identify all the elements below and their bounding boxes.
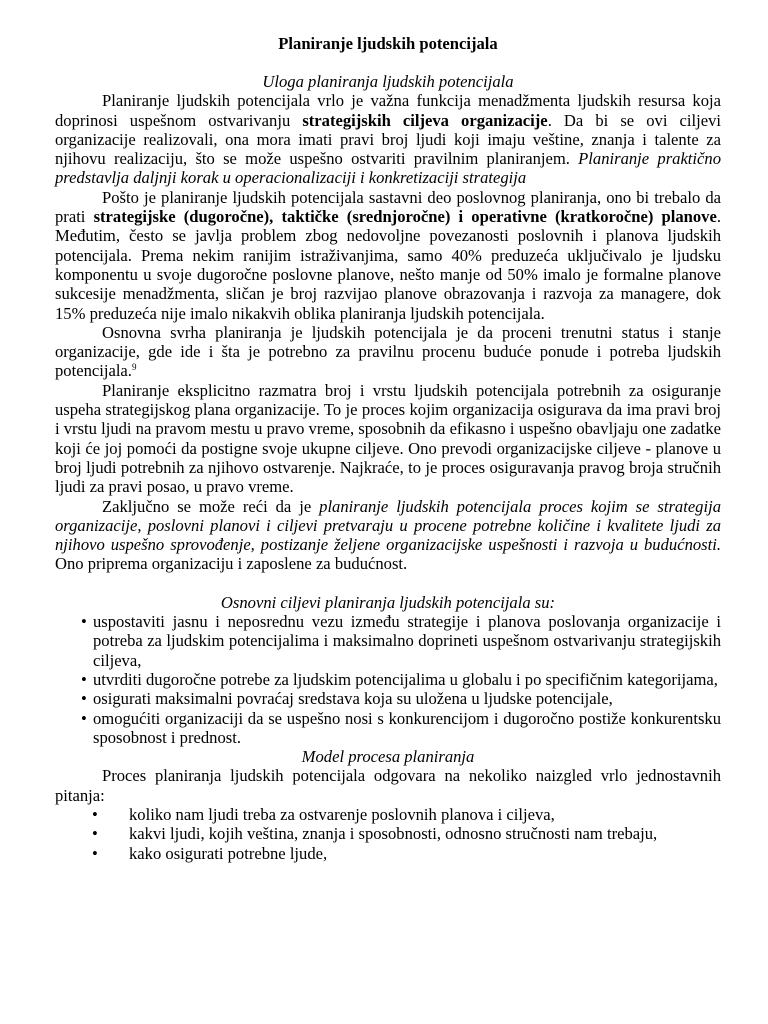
section-heading-model: Model procesa planiranja (301, 747, 475, 767)
list-item-text: kakvi ljudi, kojih veština, znanja i sposobnosti, odnosno stručnosti nam trebaju, (129, 824, 658, 844)
paragraph-4: Planiranje eksplicitno razmatra broj i vrstu ljudskih potencijala potrebnih za osiguranje uspeha strategijskog plana organizacije. To je proces kojim organizacija osigurava da ima pravi broj i vrstu ljudi na pravom mestu u pravo vreme, sposobnih da efikasno i uspešno obavljaju one zadatke koji će joj pomoći da postigne svoje ukupne ciljeve. Ono prevodi organizacijske ciljeve - planove u broj ljudi potrebnih za njihovo ostvarenje. Najkraće, to je proces osiguravanja pravog broja stručnih ljudi za pravi posao, u pravo vreme. (55, 380, 721, 497)
spacer (55, 574, 721, 593)
p2-text-c: . Međutim, često se javlja problem zbog nedovoljne povezanosti poslovnih i planova ljudskih potencijala. Prema nekim ranijim istraživanjima, samo 40% preduzeća uključivalo je ljudsku komponentu u svoje dugoročne poslovne planove, nešto manje od 50% imalo je formalne planove sukcesije menadžmenta, sličan je broj razvijao planove obrazovanja i razvoja za managere, dok 15% preduzeća nije imalo nikakvih oblika planiranja ljudskih potencijala. (55, 207, 721, 323)
list-item-text: kako osigurati potrebne ljude, (129, 843, 328, 863)
list-item (92, 824, 721, 843)
bullet-icon: • (92, 824, 98, 844)
paragraph-1 (55, 91, 721, 187)
footnote-ref: 9 (131, 362, 137, 373)
bullet-icon: • (81, 612, 87, 632)
p5-text-a: Zaključno se može reći da je (102, 496, 320, 516)
bullet-icon: • (81, 669, 87, 689)
paragraph-2 (55, 188, 721, 323)
paragraph-model-intro: Proces planiranja ljudskih potencijala odgovara na nekoliko naizgled vrlo jednostavnih pitanja: (55, 766, 721, 805)
list-item-text: koliko nam ljudi treba za ostvarenje poslovnih planova i ciljeva, (129, 804, 555, 824)
bullet-icon: • (81, 708, 87, 728)
bullet-icon: • (81, 689, 87, 709)
p1-text-a: Planiranje ljudskih potencijala vrlo je važna funkcija menadžmenta ljudskih resursa koja doprinosi uspešnom ostvarivanju (55, 91, 721, 130)
list-item-text: uspostaviti jasnu i neposrednu vezu između strategije i planova poslovanja organizacije i potreba za ljudskim potencijalima i maksimalno doprineti uspešnom ostvarivanju strategijskih ciljeva, (93, 612, 721, 670)
paragraph-3 (55, 323, 721, 381)
p5-italic-conclusion: planiranje ljudskih potencijala proces kojim se strategija organizacije, poslovni planovi i ciljevi pretvaraju u procene potrebne količine i kvalitete ljudi za njihovo uspešno sprovođenje, postizanje željene organizacijske uspešnosti i razvoja u budućnosti. (55, 496, 721, 555)
list-item-text: utvrditi dugoročne potrebe za ljudskim potencijalima u globalu i po specifičnim kategorijama, (93, 669, 718, 689)
list-item (81, 612, 721, 670)
bullet-icon: • (92, 843, 98, 863)
p1-italic-definition: Planiranje praktično predstavlja daljnji korak u operacionalizaciji i konkretizaciji strategija (55, 149, 721, 188)
goals-list (55, 612, 721, 747)
section-heading-role: Uloga planiranja ljudskih potencijala (262, 72, 514, 91)
p1-text-c: . Da bi se ovi ciljevi organizacije realizovali, ona mora imati pravi broj ljudi koji imaju veštine, znanja i talente za njihovu realizaciju, što se može uspešno ostvariti pravilnim planiranjem. (55, 110, 721, 169)
section-heading-goals: Osnovni ciljevi planiranja ljudskih potencijala su: (220, 592, 556, 612)
p5-text-c: Ono priprema organizaciju i zaposlene za budućnost. (55, 554, 408, 574)
list-item-text: osigurati maksimalni povraćaj sredstava koja su uložena u ljudske potencijale, (93, 689, 613, 709)
paragraph-5 (55, 497, 721, 574)
questions-list (55, 805, 721, 863)
p3-text: Osnovna svrha planiranja je ljudskih potencijala je da proceni trenutni status i stanje organizacije, gde ide i šta je potrebno za pravilnu procenu buduće ponude i potreba ljudskih potencijala. (55, 322, 721, 381)
list-item (81, 670, 721, 689)
list-item-text: omogućiti organizaciji da se uspešno nosi s konkurencijom i dugoročno postiže konkurentsku sposobnost i prednost. (93, 708, 721, 747)
p2-text-a: Pošto je planiranje ljudskih potencijala sastavni deo poslovnog planiranja, ono bi trebalo da prati (55, 187, 721, 227)
list-item (81, 689, 721, 708)
p1-bold-strategic-goals: strategijskih ciljeva organizacije (302, 110, 548, 130)
page-title: Planiranje ljudskih potencijala (278, 34, 498, 53)
bullet-icon: • (92, 804, 98, 824)
list-item (92, 805, 721, 824)
list-item (92, 844, 721, 863)
p2-bold-plan-types: strategijske (dugoročne), taktičke (srednjoročne) i operativne (kratkoročne) planove (93, 207, 717, 227)
list-item (81, 709, 721, 748)
